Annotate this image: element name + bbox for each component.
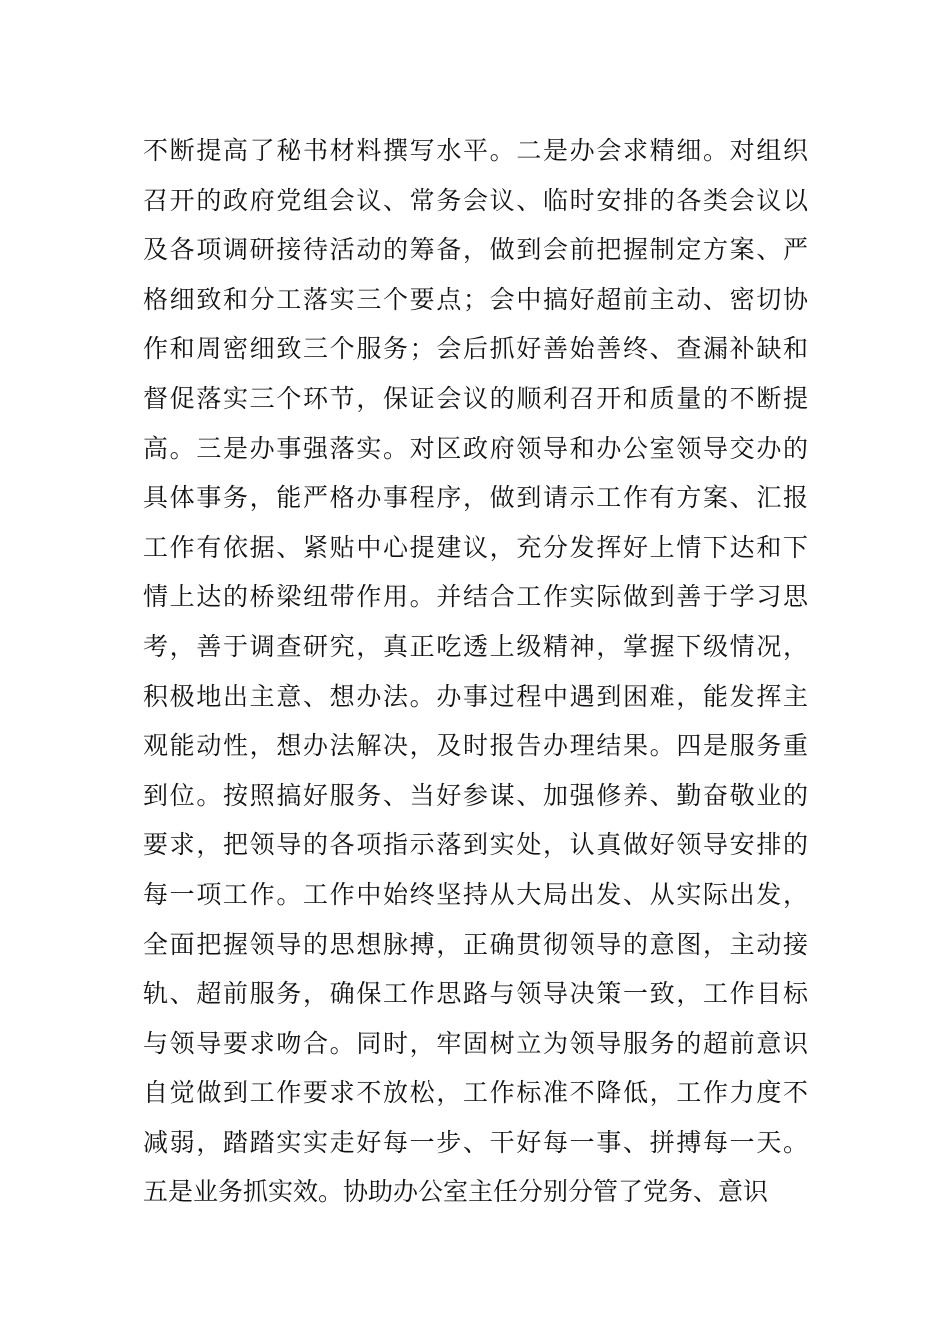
text-line: 召开的政府党组会议、常务会议、临时安排的各类会议以 [143,185,808,215]
text-line: 观能动性，想办法解决，及时报告办理结果。四是服务重 [143,731,808,761]
text-line: 全面把握领导的思想脉搏，正确贯彻领导的意图，主动接 [143,929,808,959]
text-line: 督促落实三个环节，保证会议的顺利召开和质量的不断提 [143,383,808,413]
text-line: 与领导要求吻合。同时，牢固树立为领导服务的超前意识 [143,1028,808,1058]
text-line: 到位。按照搞好服务、当好参谋、加强修养、勤奋敬业的 [143,780,808,810]
text-line: 作和周密细致三个服务；会后抓好善始善终、查漏补缺和 [143,334,808,364]
text-line: 自觉做到工作要求不放松，工作标准不降低，工作力度不 [143,1078,808,1108]
text-line: 考，善于调查研究，真正吃透上级精神，掌握下级情况， [143,631,808,661]
text-line: 情上达的桥梁纽带作用。并结合工作实际做到善于学习思 [143,582,808,612]
text-line: 及各项调研接待活动的筹备，做到会前把握制定方案、严 [143,235,808,265]
text-line: 减弱，踏踏实实走好每一步、干好每一事、拼搏每一天。 [143,1127,808,1157]
text-line: 工作有依据、紧贴中心提建议，充分发挥好上情下达和下 [143,532,808,562]
text-line: 积极地出主意、想办法。办事过程中遇到困难，能发挥主 [143,681,808,711]
text-line: 五是业务抓实效。协助办公室主任分别分管了党务、意识 [143,1177,769,1207]
text-line: 具体事务，能严格办事程序，做到请示工作有方案、汇报 [143,483,808,513]
text-line: 要求，把领导的各项指示落到实处，认真做好领导安排的 [143,830,808,860]
text-line: 轨、超前服务，确保工作思路与领导决策一致，工作目标 [143,979,808,1009]
text-line: 高。三是办事强落实。对区政府领导和办公室领导交办的 [143,433,808,463]
text-line: 格细致和分工落实三个要点；会中搞好超前主动、密切协 [143,284,808,314]
text-line: 不断提高了秘书材料撰写水平。二是办会求精细。对组织 [143,136,808,165]
text-line: 每一项工作。工作中始终坚持从大局出发、从实际出发， [143,879,808,909]
body-text [143,126,808,1217]
